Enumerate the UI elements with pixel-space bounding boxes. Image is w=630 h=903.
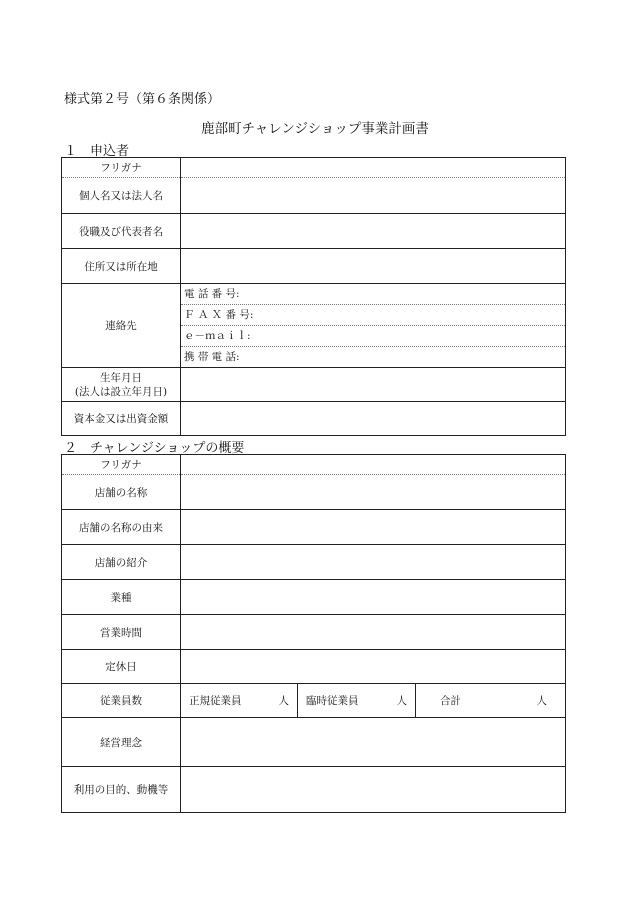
shop-intro-row: [62, 545, 566, 580]
shop-furigana-field[interactable]: [181, 455, 566, 475]
total-employees-label: 合計: [440, 695, 461, 707]
total-employees-unit: 人: [536, 695, 547, 707]
applicant-name-field[interactable]: [181, 178, 566, 214]
shop-name-field[interactable]: [181, 475, 566, 510]
birthdate-field[interactable]: [181, 368, 566, 402]
shop-overview-table: [61, 454, 566, 813]
purpose-label: 利用の目的、動機等: [62, 767, 181, 813]
business-hours-field[interactable]: [181, 615, 566, 650]
purpose-field[interactable]: [181, 767, 566, 813]
phone-field[interactable]: 電 話 番 号:: [184, 288, 240, 300]
contact-fields: [181, 284, 566, 368]
shop-intro-field[interactable]: [181, 545, 566, 580]
representative-field[interactable]: [181, 214, 566, 249]
employees-label: 従業員数: [62, 684, 181, 718]
shop-name-row: [62, 475, 566, 510]
document-title: 鹿部町チャレンジショップ事業計画書: [201, 121, 429, 137]
applicant-name-row: [62, 178, 566, 214]
applicant-furigana-row: [62, 158, 566, 178]
business-hours-label: 営業時間: [62, 615, 181, 650]
capital-label: 資本金又は出資金額: [62, 402, 181, 436]
section2-number: ２: [64, 441, 78, 456]
mobile-field[interactable]: 携 帯 電 話:: [181, 346, 565, 367]
temporary-employees-label: 臨時従業員: [306, 695, 359, 707]
capital-field[interactable]: [181, 402, 566, 436]
contact-row: [62, 284, 566, 368]
employees-fields: [181, 684, 566, 718]
address-row: [62, 249, 566, 284]
temporary-employees-field[interactable]: [298, 684, 416, 717]
business-type-label: 業種: [62, 580, 181, 615]
closed-days-field[interactable]: [181, 650, 566, 684]
form-number: 様式第２号（第６条関係）: [64, 92, 221, 107]
applicant-name-label: 個人名又は法人名: [62, 178, 181, 214]
capital-row: [62, 402, 566, 436]
shop-furigana-row: [62, 455, 566, 475]
philosophy-row: [62, 718, 566, 767]
regular-employees-field[interactable]: [181, 684, 298, 717]
philosophy-field[interactable]: [181, 718, 566, 767]
address-label: 住所又は所在地: [62, 249, 181, 284]
address-field[interactable]: [181, 249, 566, 284]
applicant-furigana-field[interactable]: [181, 158, 566, 178]
closed-days-row: [62, 650, 566, 684]
shop-name-label: 店舗の名称: [62, 475, 181, 510]
birthdate-label-line1: 生年月日: [100, 371, 142, 384]
applicant-furigana-label: フリガナ: [62, 158, 181, 178]
name-origin-label: 店舗の名称の由来: [62, 510, 181, 545]
birthdate-label-line2: (法人は設立年月日): [74, 385, 168, 398]
total-employees-field[interactable]: [416, 684, 565, 717]
applicant-table: [61, 157, 566, 436]
section1-title: 申込者: [90, 144, 130, 159]
representative-row: [62, 214, 566, 249]
birthdate-row: [62, 368, 566, 402]
name-origin-field[interactable]: [181, 510, 566, 545]
birthdate-label: [62, 368, 181, 402]
philosophy-label: 経営理念: [62, 718, 181, 767]
regular-employees-label: 正規従業員: [189, 695, 242, 707]
representative-label: 役職及び代表者名: [62, 214, 181, 249]
shop-furigana-label: フリガナ: [62, 455, 181, 475]
section2-title: チャレンジショップの概要: [90, 441, 245, 456]
section1-number: １: [64, 144, 78, 159]
employees-row: [62, 684, 566, 718]
email-field[interactable]: ｅ－ｍａｉｌ:: [181, 325, 565, 346]
business-type-row: [62, 580, 566, 615]
closed-days-label: 定休日: [62, 650, 181, 684]
temporary-employees-unit: 人: [396, 695, 407, 707]
shop-intro-label: 店舗の紹介: [62, 545, 181, 580]
purpose-row: [62, 767, 566, 813]
regular-employees-unit: 人: [278, 695, 289, 707]
contact-label: 連絡先: [62, 284, 181, 368]
fax-field[interactable]: Ｆ Ａ Ｘ 番 号:: [181, 304, 565, 325]
business-type-field[interactable]: [181, 580, 566, 615]
business-hours-row: [62, 615, 566, 650]
name-origin-row: [62, 510, 566, 545]
